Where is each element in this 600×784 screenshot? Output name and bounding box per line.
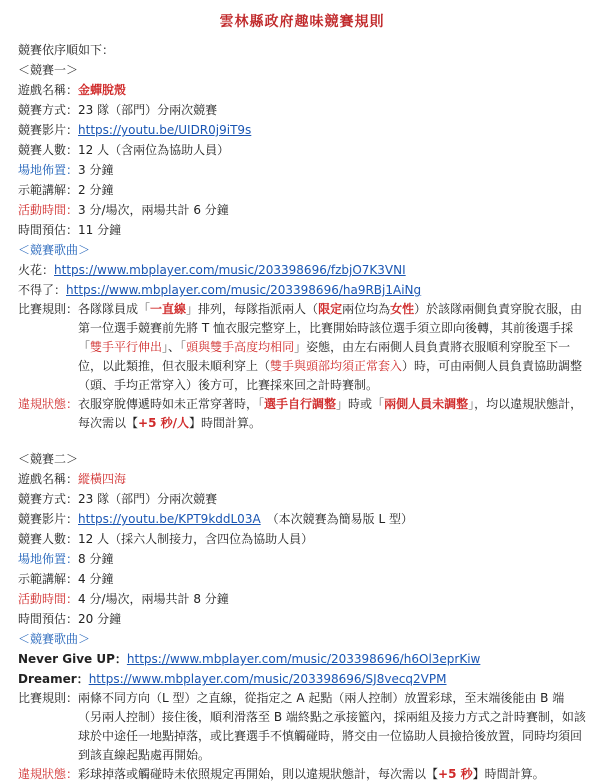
game2-people-key: 競賽人數： bbox=[18, 532, 79, 546]
game2-rule-row bbox=[18, 689, 586, 765]
game2-foul-text: 彩球掉落或觸碰時未依照規定再開始，則以違規狀態計，每次需以【+5 秒】時間計算。 bbox=[78, 767, 545, 781]
game2-setup-row bbox=[18, 549, 586, 569]
game1-video-key: 競賽影片： bbox=[18, 123, 79, 137]
game1-foul-key: 違規狀態： bbox=[18, 397, 79, 411]
game1-rule-text: 各隊隊員成「一直線」排列，每隊指派兩人（限定兩位均為女性）於該隊兩側負責穿脫衣服，由第一位選手競賽前先將 T 恤衣服完整穿上，比賽開始時該位選手須立即向後轉，其前後選手採「雙手平行伸出」、「頭與雙手高度均相同」姿態，由左右兩側人員負責將衣服順利穿脫至下一位，以此類推，但衣服未順利穿上（雙手與頭部均須正常套入）時，可由兩側人員負責協助調整（頭、手均正常穿入）後方可，比賽採來回之計時賽制。 bbox=[78, 302, 583, 392]
game2-name-value: 縱橫四海 bbox=[78, 472, 127, 486]
game1-time-value: 3 分/場次，兩場共計 6 分鐘 bbox=[78, 203, 229, 217]
game1-people-key: 競賽人數： bbox=[18, 143, 79, 157]
game1-demo-key: 示範講解： bbox=[18, 183, 79, 197]
game1-song1-name: 火花： bbox=[18, 263, 55, 277]
game2-setup-key: 場地佈置： bbox=[18, 552, 79, 566]
game2-method-key: 競賽方式： bbox=[18, 492, 79, 506]
game2-rule-key: 比賽規則： bbox=[18, 691, 79, 705]
section-gap bbox=[18, 433, 586, 449]
game2-song2-name: Dreamer： bbox=[18, 672, 89, 686]
game2-song1-name: Never Give UP： bbox=[18, 652, 127, 666]
game1-song-header: ＜競賽歌曲＞ bbox=[18, 243, 91, 257]
game2-time-value: 4 分/場次，兩場共計 8 分鐘 bbox=[78, 592, 229, 606]
game2-rule-text: 兩條不同方向（L 型）之直線，從指定之 A 起點（兩人控制）放置彩球，至末端後能由 B 端（另兩人控制）接住後，順利滑落至 B 端終點之承接籃內，採兩組及接力方式之計時賽制，如該球於中途任一地點掉落，或比賽選手不慎觸碰時，將交由一位協助人員撿拾後放置，同時均須回到該直線起點處再開始。 bbox=[78, 691, 586, 762]
game1-song2-link[interactable]: https://www.mbplayer.com/music/203398696/ha9RBj1AiNg bbox=[66, 283, 422, 297]
game1-name-row bbox=[18, 80, 586, 100]
game1-video-link[interactable]: https://youtu.be/UIDR0j9iT9s bbox=[78, 123, 252, 137]
game1-setup-row bbox=[18, 160, 586, 180]
game2-name-row bbox=[18, 469, 586, 489]
game1-song2-name: 不得了： bbox=[18, 283, 67, 297]
game1-estimate-row bbox=[18, 220, 586, 240]
game2-estimate-value: 20 分鐘 bbox=[78, 612, 122, 626]
game1-demo-row bbox=[18, 180, 586, 200]
game1-setup-key: 場地佈置： bbox=[18, 163, 79, 177]
game2-name-key: 遊戲名稱： bbox=[18, 472, 79, 486]
game2-demo-row bbox=[18, 569, 586, 589]
game2-demo-key: 示範講解： bbox=[18, 572, 79, 586]
game1-time-key: 活動時間： bbox=[18, 203, 79, 217]
game1-rule-key: 比賽規則： bbox=[18, 302, 79, 316]
game2-video-link[interactable]: https://youtu.be/KPT9kddL03A bbox=[78, 512, 261, 526]
game2-demo-value: 4 分鐘 bbox=[78, 572, 114, 586]
game1-estimate-key: 時間預估： bbox=[18, 223, 79, 237]
game1-foul-text: 衣服穿脫傳遞時如未正常穿著時，「選手自行調整」時或「兩側人員未調整」，均以違規狀態計，每次需以【+5 秒/人】時間計算。 bbox=[78, 397, 583, 430]
game2-estimate-row bbox=[18, 609, 586, 629]
game2-foul-row bbox=[18, 765, 586, 784]
game2-song1-row bbox=[18, 649, 586, 669]
game2-foul-key: 違規狀態： bbox=[18, 767, 79, 781]
game1-people-value: 12 人（含兩位為協助人員） bbox=[78, 143, 230, 157]
game2-header: ＜競賽二＞ bbox=[18, 452, 79, 466]
game1-song1-row bbox=[18, 260, 586, 280]
game2-video-key: 競賽影片： bbox=[18, 512, 79, 526]
game1-demo-value: 2 分鐘 bbox=[78, 183, 114, 197]
game2-method-row bbox=[18, 489, 586, 509]
game1-name-key: 遊戲名稱： bbox=[18, 83, 79, 97]
game1-time-row bbox=[18, 200, 586, 220]
game1-song1-link[interactable]: https://www.mbplayer.com/music/203398696/fzbjO7K3VNI bbox=[54, 263, 406, 277]
game1-song2-row bbox=[18, 280, 586, 300]
game1-foul-row bbox=[18, 395, 586, 433]
game1-header: ＜競賽一＞ bbox=[18, 63, 79, 77]
page-title: 雲林縣政府趣味競賽規則 bbox=[219, 14, 385, 30]
game2-time-key: 活動時間： bbox=[18, 592, 79, 606]
game1-setup-value: 3 分鐘 bbox=[78, 163, 114, 177]
game1-rule-row bbox=[18, 300, 586, 395]
game1-video-row bbox=[18, 120, 586, 140]
game1-method-value: 23 隊（部門）分兩次競賽 bbox=[78, 103, 218, 117]
game2-people-value: 12 人（採六人制接力，含四位為協助人員） bbox=[78, 532, 314, 546]
game1-method-key: 競賽方式： bbox=[18, 103, 79, 117]
game1-method-row bbox=[18, 100, 586, 120]
game1-people-row bbox=[18, 140, 586, 160]
game1-name-value: 金蟬脫殼 bbox=[78, 83, 127, 97]
game2-song2-row bbox=[18, 669, 586, 689]
game2-song-header: ＜競賽歌曲＞ bbox=[18, 632, 91, 646]
game2-setup-value: 8 分鐘 bbox=[78, 552, 114, 566]
game2-time-row bbox=[18, 589, 586, 609]
game1-estimate-value: 11 分鐘 bbox=[78, 223, 122, 237]
game2-people-row bbox=[18, 529, 586, 549]
game2-video-row bbox=[18, 509, 586, 529]
game2-estimate-key: 時間預估： bbox=[18, 612, 79, 626]
game2-method-value: 23 隊（部門）分兩次競賽 bbox=[78, 492, 218, 506]
game2-song2-link[interactable]: https://www.mbplayer.com/music/203398696/SJ8vecq2VPM bbox=[88, 672, 447, 686]
game2-video-note: （本次競賽為簡易版 L 型） bbox=[266, 512, 413, 526]
intro-text: 競賽依序順如下： bbox=[18, 43, 115, 57]
game2-song1-link[interactable]: https://www.mbplayer.com/music/203398696/h6Ol3eprKiw bbox=[126, 652, 481, 666]
